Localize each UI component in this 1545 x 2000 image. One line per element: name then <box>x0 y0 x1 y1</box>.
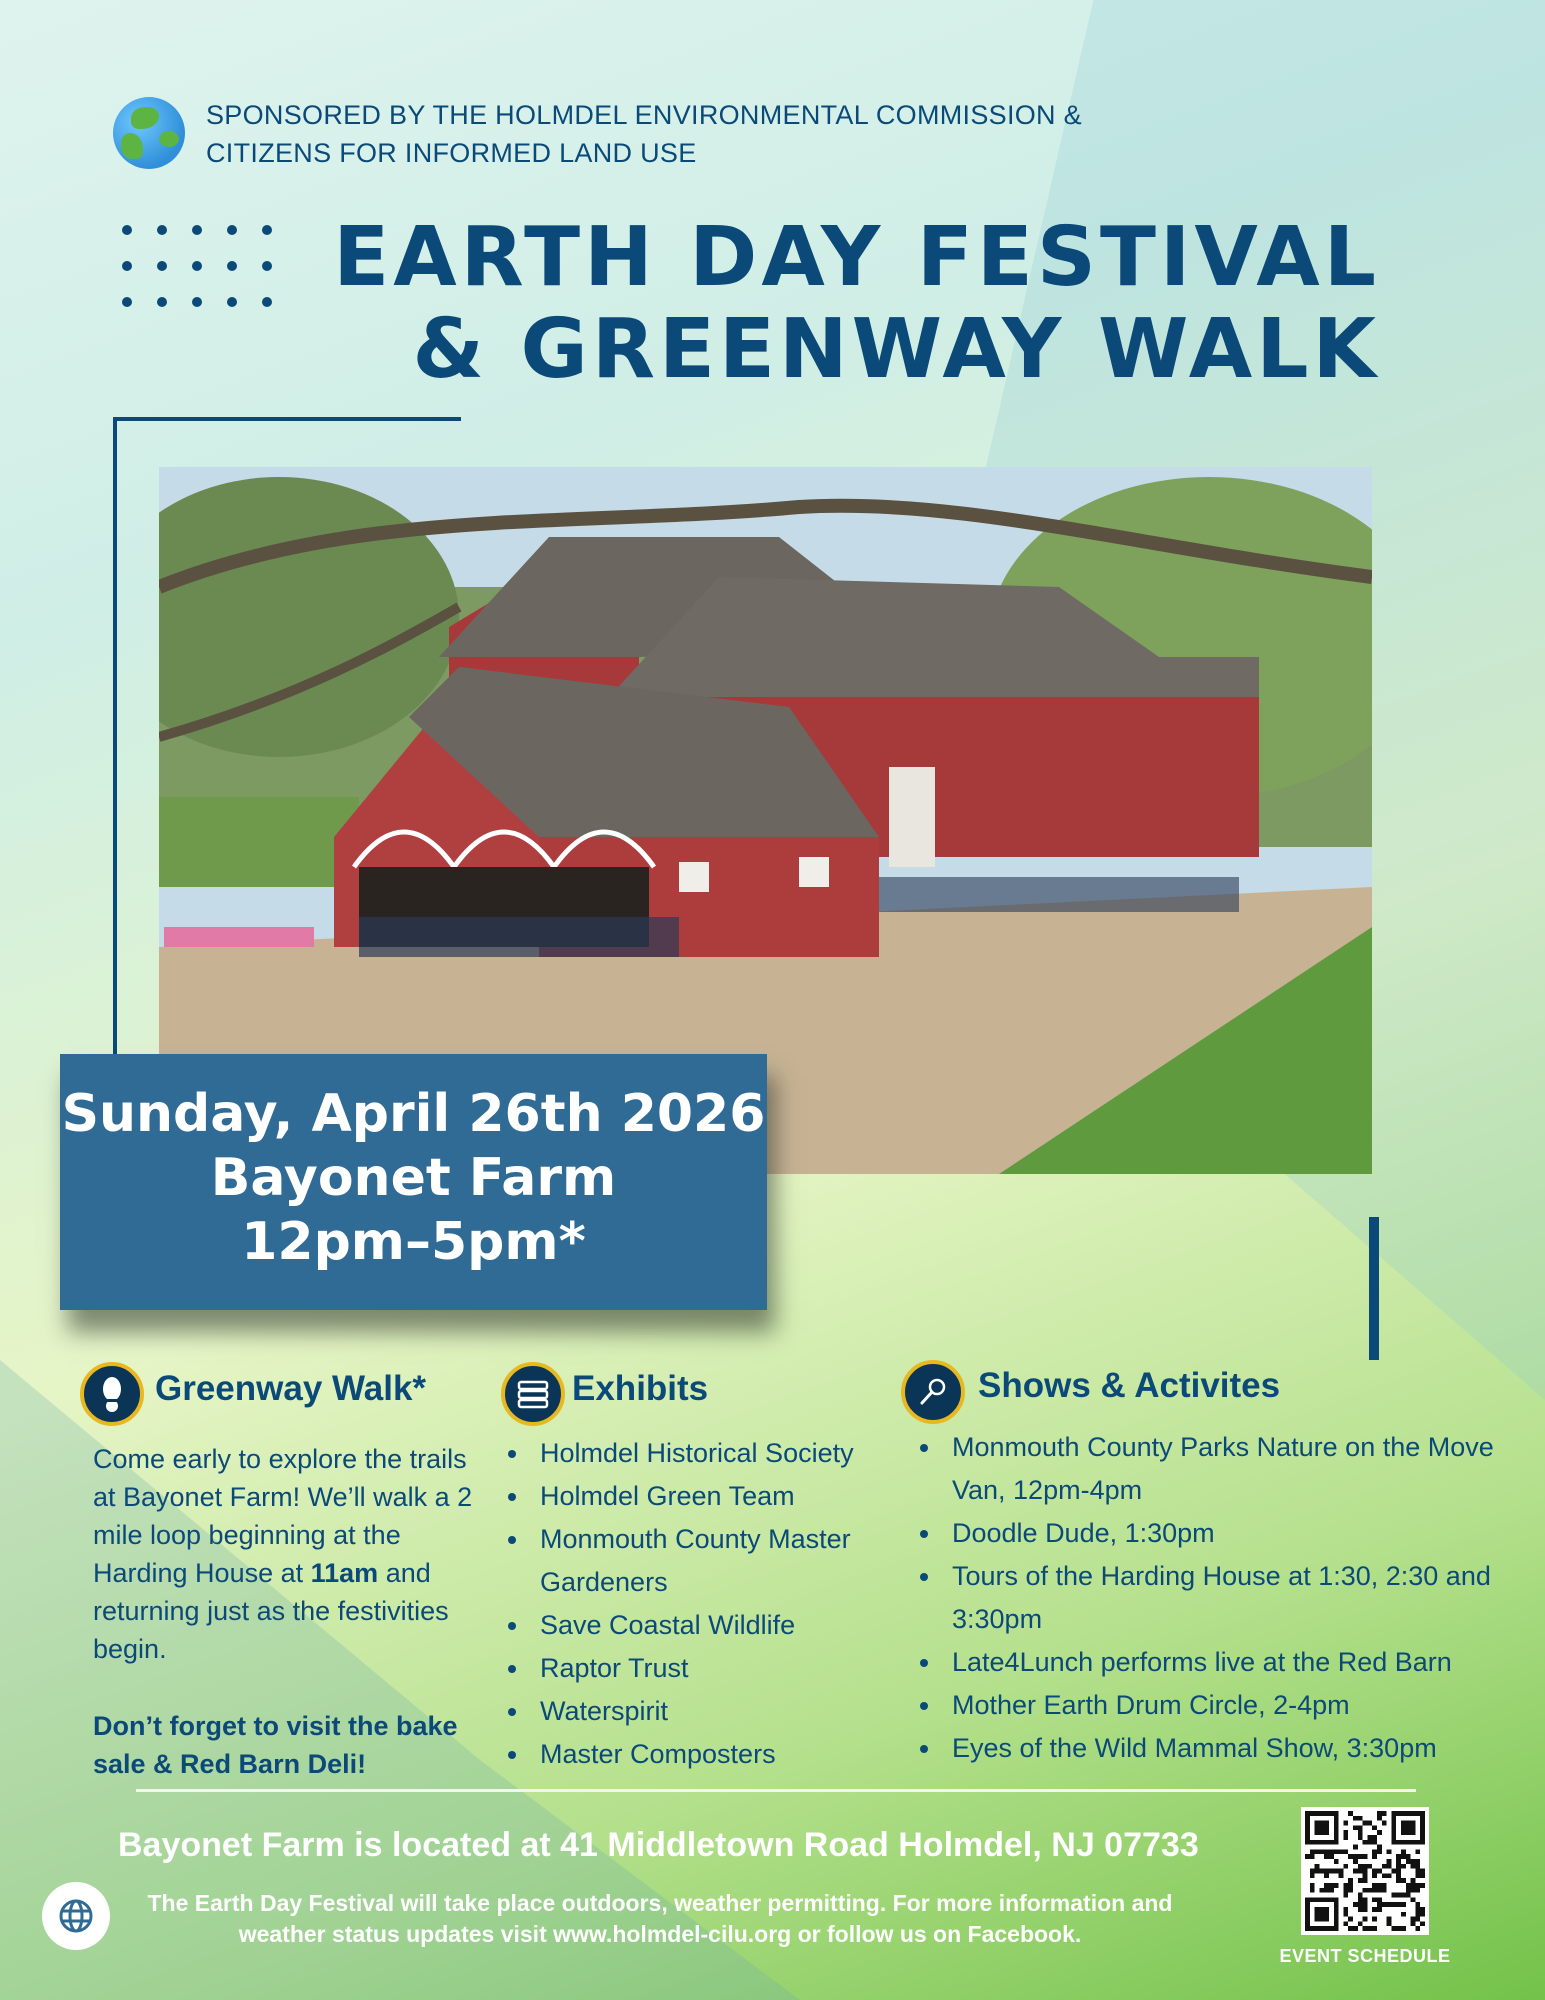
sponsor-line-1: SPONSORED BY THE HOLMDEL ENVIRONMENTAL COMMISSION & <box>206 100 1082 130</box>
page-title <box>333 212 1380 396</box>
shows-list <box>914 1426 1504 1770</box>
list-item: Monmouth County Master Gardeners <box>502 1518 902 1604</box>
list-item: Raptor Trust <box>502 1647 902 1690</box>
list-item: Save Coastal Wildlife <box>502 1604 902 1647</box>
list-item: Holmdel Historical Society <box>502 1432 902 1475</box>
title-line-2: & GREENWAY WALK <box>412 302 1380 397</box>
footer-divider <box>136 1789 1416 1792</box>
list-item: Master Composters <box>502 1733 902 1776</box>
frame-line-horizontal <box>113 417 461 421</box>
list-item: Mother Earth Drum Circle, 2-4pm <box>914 1684 1504 1727</box>
title-line-1: EARTH DAY FESTIVAL <box>333 210 1380 305</box>
greenway-start-time: 11am <box>310 1558 379 1588</box>
event-info-box <box>60 1054 767 1310</box>
shows-heading: Shows & Activites <box>978 1366 1281 1405</box>
greenway-heading: Greenway Walk* <box>155 1369 427 1408</box>
event-venue: Bayonet Farm <box>210 1148 617 1208</box>
sponsor-text <box>206 96 1082 172</box>
list-item: Holmdel Green Team <box>502 1475 902 1518</box>
exhibits-heading: Exhibits <box>572 1369 709 1408</box>
exhibits-list <box>502 1432 902 1776</box>
list-item: Doodle Dude, 1:30pm <box>914 1512 1504 1555</box>
event-time: 12pm–5pm* <box>241 1212 586 1272</box>
frame-line-vertical <box>113 417 117 1057</box>
list-item: Tours of the Harding House at 1:30, 2:30 and 3:30pm <box>914 1555 1504 1641</box>
books-icon <box>501 1362 565 1426</box>
venue-address: Bayonet Farm is located at 41 Middletown Road Holmdel, NJ 07733 <box>118 1826 1199 1864</box>
list-item: Monmouth County Parks Nature on the Move Van, 12pm-4pm <box>914 1426 1504 1512</box>
list-item: Waterspirit <box>502 1690 902 1733</box>
qr-label: EVENT SCHEDULE <box>1279 1946 1451 1966</box>
sponsor-line-2: CITIZENS FOR INFORMED LAND USE <box>206 138 697 168</box>
qr-code[interactable] <box>1301 1807 1429 1935</box>
microphone-icon <box>901 1360 965 1424</box>
list-item: Eyes of the Wild Mammal Show, 3:30pm <box>914 1727 1504 1770</box>
globe-icon <box>113 97 185 169</box>
dot-grid-decoration <box>122 225 272 307</box>
footprint-icon <box>80 1362 144 1426</box>
globe-outline-icon[interactable] <box>42 1882 110 1950</box>
greenway-description: Come early to explore the trails at Bayonet Farm! We’ll walk a 2 mile loop beginning at the Harding House at 11am and returning just as the festivities begin. <box>93 1444 473 1664</box>
frame-line-accent <box>1369 1217 1379 1360</box>
list-item: Late4Lunch performs live at the Red Barn <box>914 1641 1504 1684</box>
event-date: Sunday, April 26th 2026 <box>61 1084 766 1144</box>
weather-note: The Earth Day Festival will take place outdoors, weather permitting. For more information and weather status updates visit www.holmdel-cilu.org or follow us on Facebook. <box>147 1890 1173 1947</box>
bake-sale-reminder: Don’t forget to visit the bake sale & Red Barn Deli! <box>93 1711 458 1779</box>
